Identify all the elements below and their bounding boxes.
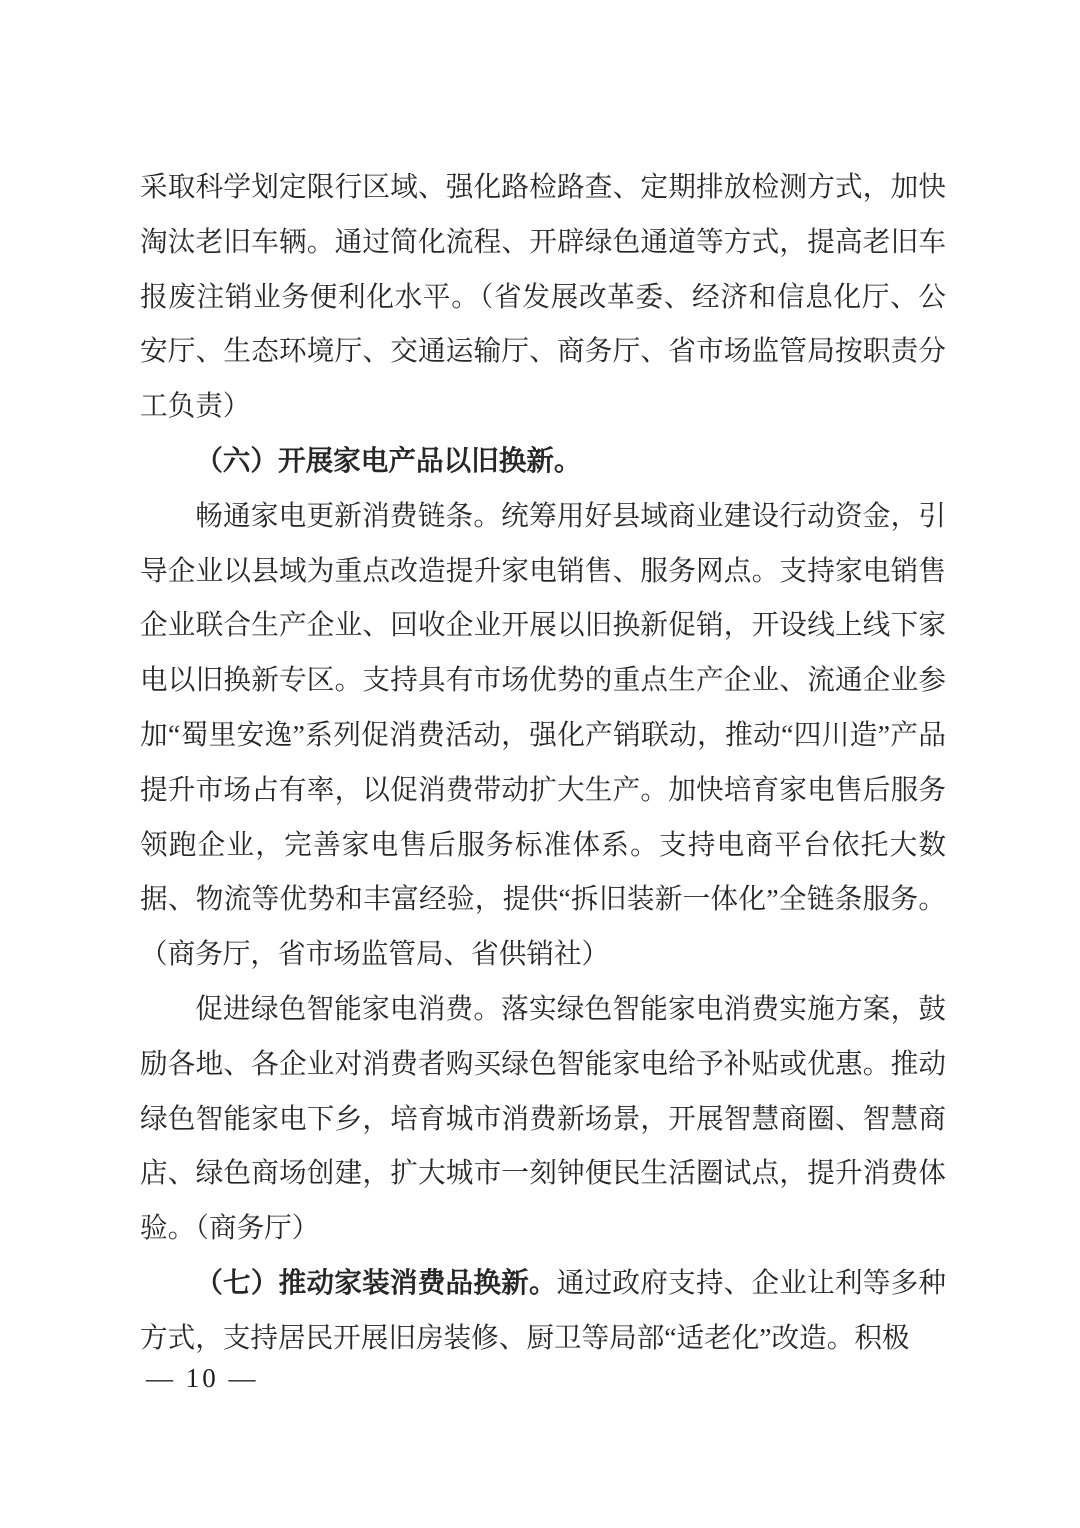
section-heading-6: （六）开展家电产品以旧换新。: [195, 444, 582, 476]
paragraph-section-7: [140, 1256, 946, 1366]
paragraph-old-vehicle-scrappage: 采取科学划定限行区域、强化路检路查、定期排放检测方式，加快淘汰老旧车辆。通过简化流程、开辟绿色通道等方式，提高老旧车报废注销业务便利化水平。（省发展改革委、经济和信息化厅、公安厅、生态环境厅、交通运输厅、商务厅、省市场监管局按职责分工负责）: [140, 171, 946, 422]
page-number: — 10 —: [146, 1363, 259, 1393]
section-heading-7: （七）推动家装消费品换新。: [195, 1266, 557, 1298]
paragraph-appliance-trade-in-chain: 畅通家电更新消费链条。统筹用好县域商业建设行动资金，引导企业以县域为重点改造提升家电销售、服务网点。支持家电销售企业联合生产企业、回收企业开展以旧换新促销，开设线上线下家电以旧换新专区。支持具有市场优势的重点生产企业、流通企业参加“蜀里安逸”系列促消费活动，强化产销联动，推动“四川造”产品提升市场占有率，以促消费带动扩大生产。加快培育家电售后服务领跑企业，完善家电售后服务标准体系。支持电商平台依托大数据、物流等优势和丰富经验，提供“拆旧装新一体化”全链条服务。（商务厅，省市场监管局、省供销社）: [140, 499, 946, 970]
paragraph-green-smart-appliance: 促进绿色智能家电消费。落实绿色智能家电消费实施方案，鼓励各地、各企业对消费者购买绿色智能家电给予补贴或优惠。推动绿色智能家电下乡，培育城市消费新场景，开展智慧商圈、智慧商店、绿色商场创建，扩大城市一刻钟便民生活圈试点，提升消费体验。（商务厅）: [140, 992, 946, 1244]
section-7-body-text: 通过政府支持、企业让利等多种方式，支持居民开展旧房装修、厨卫等局部“适老化”改造。积极: [140, 1266, 946, 1353]
document-body: [140, 160, 946, 1366]
